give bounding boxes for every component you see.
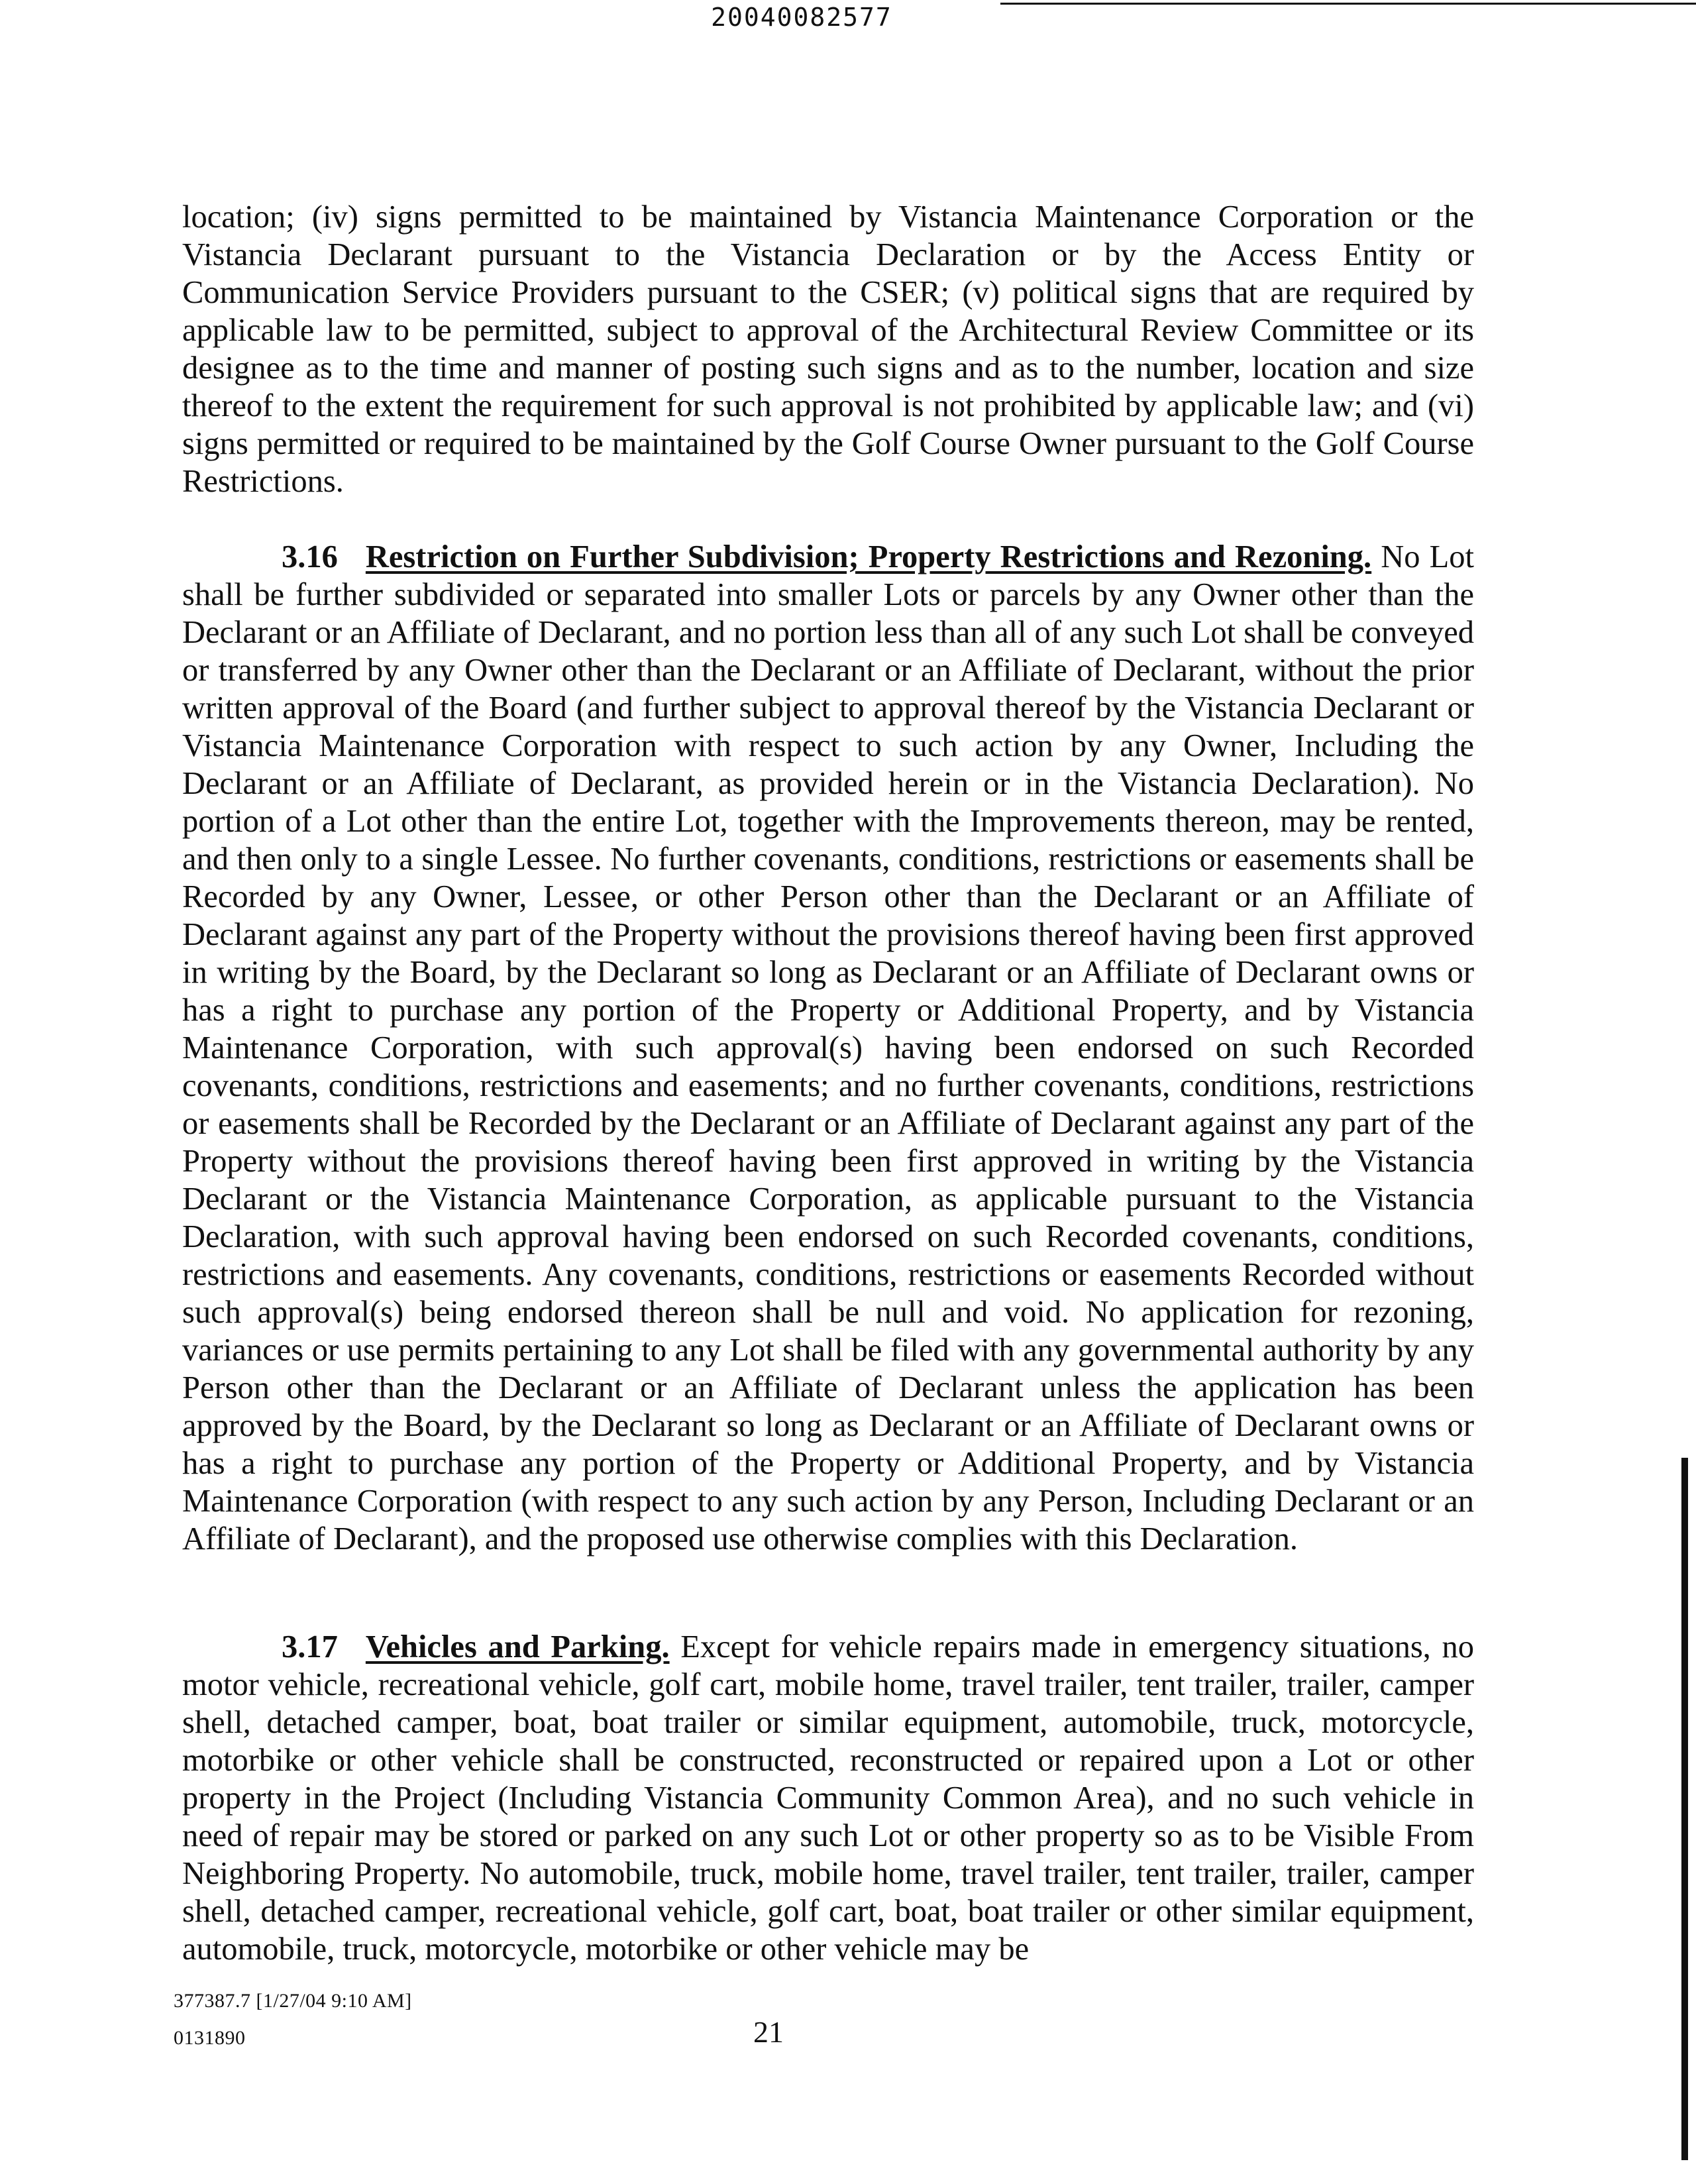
section-heading: Vehicles and Parking. (365, 1629, 670, 1665)
section-number: 3.16 (282, 539, 338, 574)
top-rule (1000, 3, 1696, 5)
section-body: No Lot shall be further subdivided or separated into smaller Lots or parcels by any Owner other than the Declarant or an Affiliate of Declarant, and no portion less than all of any such Lot shall be conveyed or transferred by any Owner other than the Declarant or an Affiliate of Declarant, without the prior written approval of the Board (and further subject to approval thereof by the Vistancia Declarant or Vistancia Maintenance Corporation with respect to such action by any Owner, Including the Declarant or an Affiliate of Declarant, as provided herein or in the Vistancia Declaration). No portion of a Lot other than the entire Lot, together with the Improvements thereon, may be rented, and then only to a single Lessee. No further covenants, conditions, restrictions or easements shall be Recorded by any Owner, Lessee, or other Person other than the Declarant or an Affiliate of Declarant against any part of the Property without the provisions thereof having been first approved in writing by the Board, by the Declarant so long as Declarant or an Affiliate of Declarant owns or has a right to purchase any portion of the Property or Additional Property, and by Vistancia Maintenance Corporation, with such approval(s) having been endorsed on such Recorded covenants, conditions, restrictions and easements; and no further covenants, conditions, restrictions or easements shall be Recorded by the Declarant or an Affiliate of Declarant against any part of the Property without the provisions thereof having been first approved in writing by the Vistancia Declarant or the Vistancia Maintenance Corporation, as applicable pursuant to the Vistancia Declaration, with such approval having been endorsed on such Recorded covenants, conditions, restrictions and easements. Any covenants, conditions, restrictions or easements Recorded without such approval(s) being endorsed thereon shall be null and void. No application for rezoning, variances or use permits pertaining to any Lot shall be filed with any governmental authority by any Person other than the Declarant or an Affiliate of Declarant unless the application has been approved by the Board, by the Declarant so long as Declarant or an Affiliate of Declarant owns or has a right to purchase any portion of the Property or Additional Property, and by Vistancia Maintenance Corporation (with respect to any such action by any Person, Including Declarant or an Affiliate of Declarant), and the proposed use otherwise complies with this Declaration. (182, 539, 1474, 1556)
footer-client-reference: 0131890 (174, 2027, 246, 2049)
section-body: Except for vehicle repairs made in emergency situations, no motor vehicle, recreational vehicle, golf cart, mobile home, travel trailer, tent trailer, trailer, camper shell, detached camper, boat, boat trailer or similar equipment, automobile, truck, motorcycle, motorbike or other vehicle shall be constructed, reconstructed or repaired upon a Lot or other property in the Project (Including Vistancia Community Common Area), and no such vehicle in need of repair may be stored or parked on any such Lot or other property so as to be Visible From Neighboring Property. No automobile, truck, mobile home, travel trailer, tent trailer, trailer, camper shell, detached camper, recreational vehicle, golf cart, boat, boat trailer or other similar equipment, automobile, truck, motorcycle, motorbike or other vehicle may be (182, 1629, 1474, 1967)
scan-edge-line (1681, 1458, 1688, 2160)
paragraph-section-3-16 (182, 538, 1474, 1558)
section-heading: Restriction on Further Subdivision; Property Restrictions and Rezoning. (365, 539, 1372, 574)
paragraph-continued: location; (iv) signs permitted to be maintained by Vistancia Maintenance Corporation or the Vistancia Declarant pursuant to the Vistancia Declaration or by the Access Entity or Communication Service Providers pursuant to the CSER; (v) political signs that are required by applicable law to be permitted, subject to approval of the Architectural Review Committee or its designee as to the time and manner of posting such signs and as to the number, location and size thereof to the extent the requirement for such approval is not prohibited by applicable law; and (vi) signs permitted or required to be maintained by the Golf Course Owner pursuant to the Golf Course Restrictions. (182, 199, 1474, 499)
footer-document-reference: 377387.7 [1/27/04 9:10 AM] (174, 1990, 412, 2012)
paragraph-section-3-17 (182, 1628, 1474, 1968)
section-number: 3.17 (282, 1629, 338, 1665)
page-number: 21 (753, 2015, 784, 2049)
document-number: 20040082577 (711, 3, 892, 32)
